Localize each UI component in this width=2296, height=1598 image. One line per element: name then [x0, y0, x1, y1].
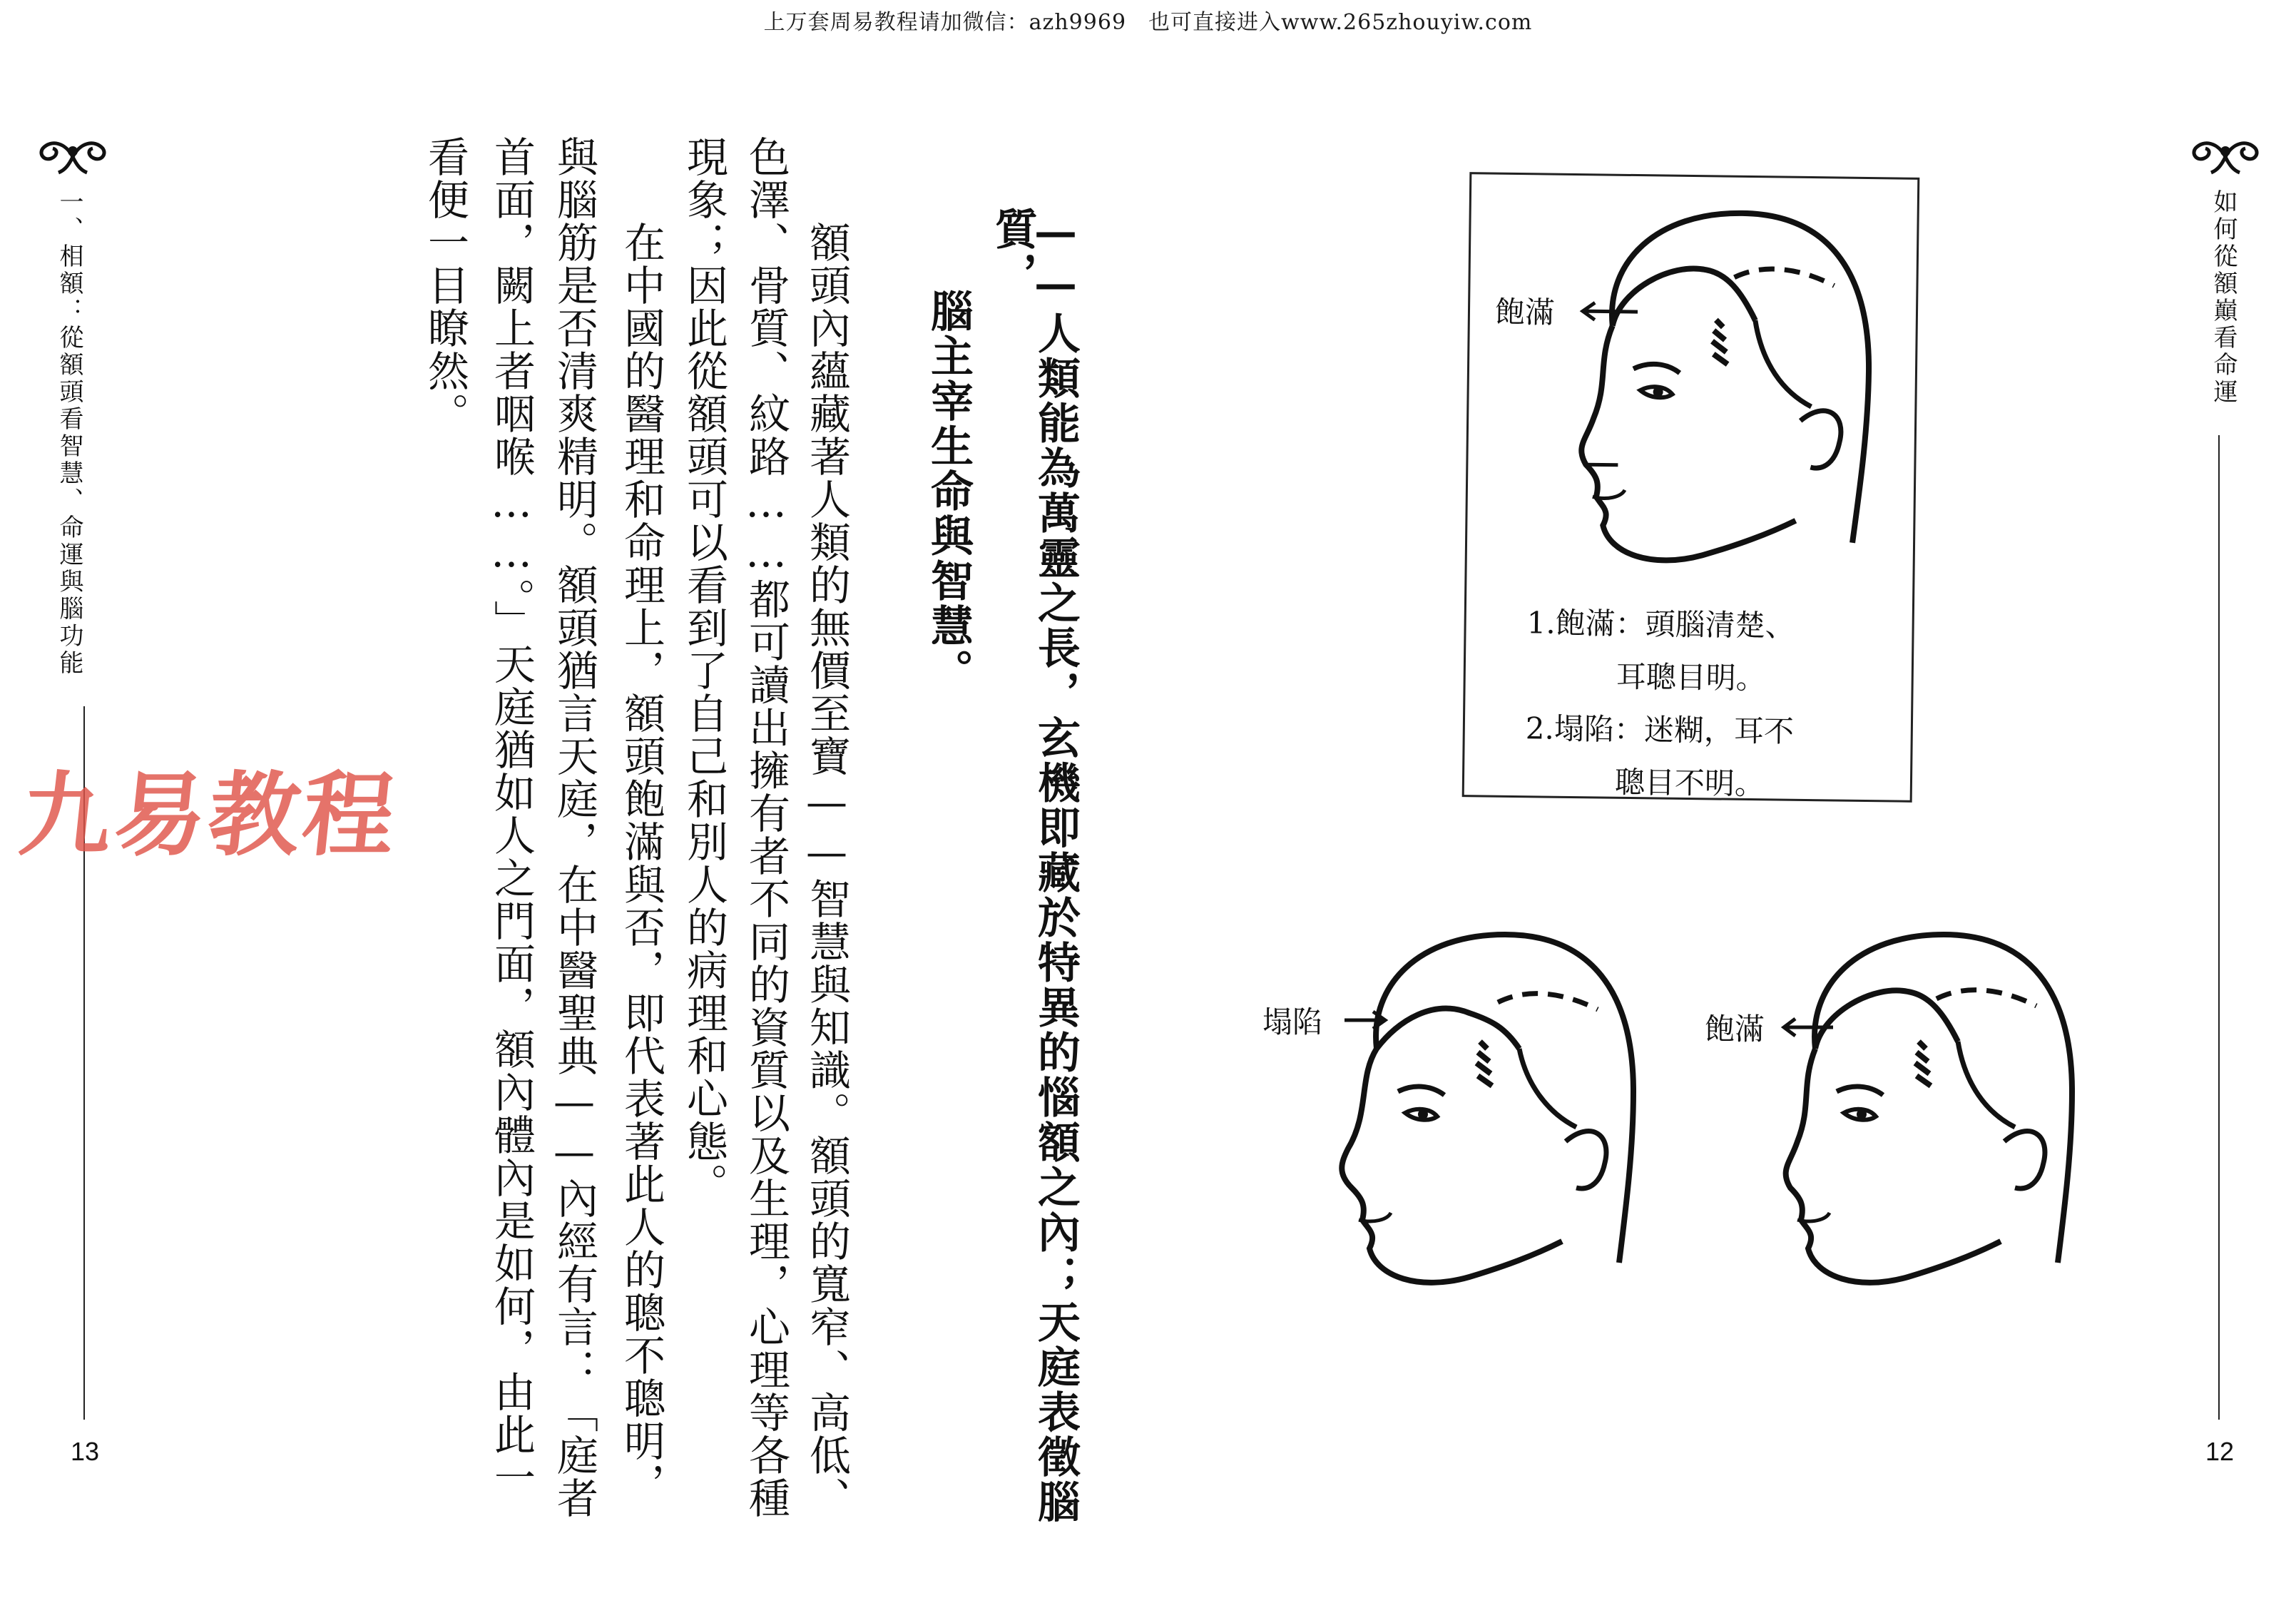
- figure-label: 塌陷: [1262, 1004, 1323, 1039]
- figure-caption: [1525, 599, 1795, 804]
- chapter-header: 一、相額：從額頭看智慧、命運與腦功能: [55, 189, 83, 677]
- lead-column-2: 腦主宰生命與智慧。: [924, 289, 974, 693]
- body-column-3: 現象；因此從額頭可以看到了自己和別人的病理和心態。: [680, 136, 728, 1206]
- page-number: 12: [2205, 1437, 2235, 1466]
- page-number: 13: [71, 1437, 100, 1466]
- header-rule: [2218, 435, 2220, 1420]
- head-profile-illustration: [1524, 182, 1899, 579]
- body-column-5: 與腦筋是否清爽精明。額頭猶言天庭，在中醫聖典——內經有言：「庭者: [550, 136, 598, 1520]
- top-banner: 上万套周易教程请加微信：azh9969 也可直接进入www.265zhouyiw.com: [763, 10, 1533, 35]
- logo-watermark: 九易教程: [14, 763, 403, 869]
- figure-full: [1698, 906, 2097, 1306]
- running-header: 如何從額巔看命運: [2209, 189, 2238, 406]
- caption-line: 2.塌陷：迷糊，耳不: [1525, 711, 1795, 749]
- figure-label: 飽滿: [1494, 294, 1556, 330]
- body-column-1: 額頭內蘊藏著人類的無價至寶——智慧與知識。額頭的寬窄、高低、: [802, 221, 851, 1520]
- flourish-ornament-icon: [37, 136, 108, 178]
- arrow-left-icon: [1780, 1017, 1837, 1038]
- body-column-7: 看便一目瞭然。: [421, 136, 469, 435]
- figure-label: 飽滿: [1705, 1012, 1765, 1047]
- right-page: [1141, 0, 2296, 1598]
- figure-box: [1462, 172, 1920, 803]
- caption-line: 耳聰目明。: [1526, 658, 1767, 696]
- body-column-4: 在中國的醫理和命理上，額頭飽滿與否，即代表著此人的聰不聰明，: [617, 221, 665, 1505]
- arrow-right-icon: [1341, 1009, 1391, 1031]
- figure-collapsed: [1262, 906, 1662, 1306]
- body-column-2: 色澤、骨質、紋路……都可讀出擁有者不同的資質以及生理，心理等各種: [742, 136, 790, 1520]
- body-column-6: 首面，闕上者咽喉……。」天庭猶如人之門面，額內體內是如何，由此一: [487, 136, 536, 1499]
- lead-column-1: ——人類能為萬靈之長，玄機即藏於特異的惱額之內；天庭表徵腦質，: [988, 207, 1081, 1525]
- head-profile-illustration: [1730, 906, 2101, 1298]
- head-profile-illustration: [1291, 906, 1662, 1298]
- arrow-left-icon: [1577, 300, 1641, 322]
- caption-line: 聰目不明。: [1524, 763, 1765, 802]
- caption-line: 1.飽滿：頭腦清楚、: [1526, 605, 1796, 643]
- left-page: [0, 0, 1141, 1598]
- flourish-ornament-icon: [2190, 136, 2261, 178]
